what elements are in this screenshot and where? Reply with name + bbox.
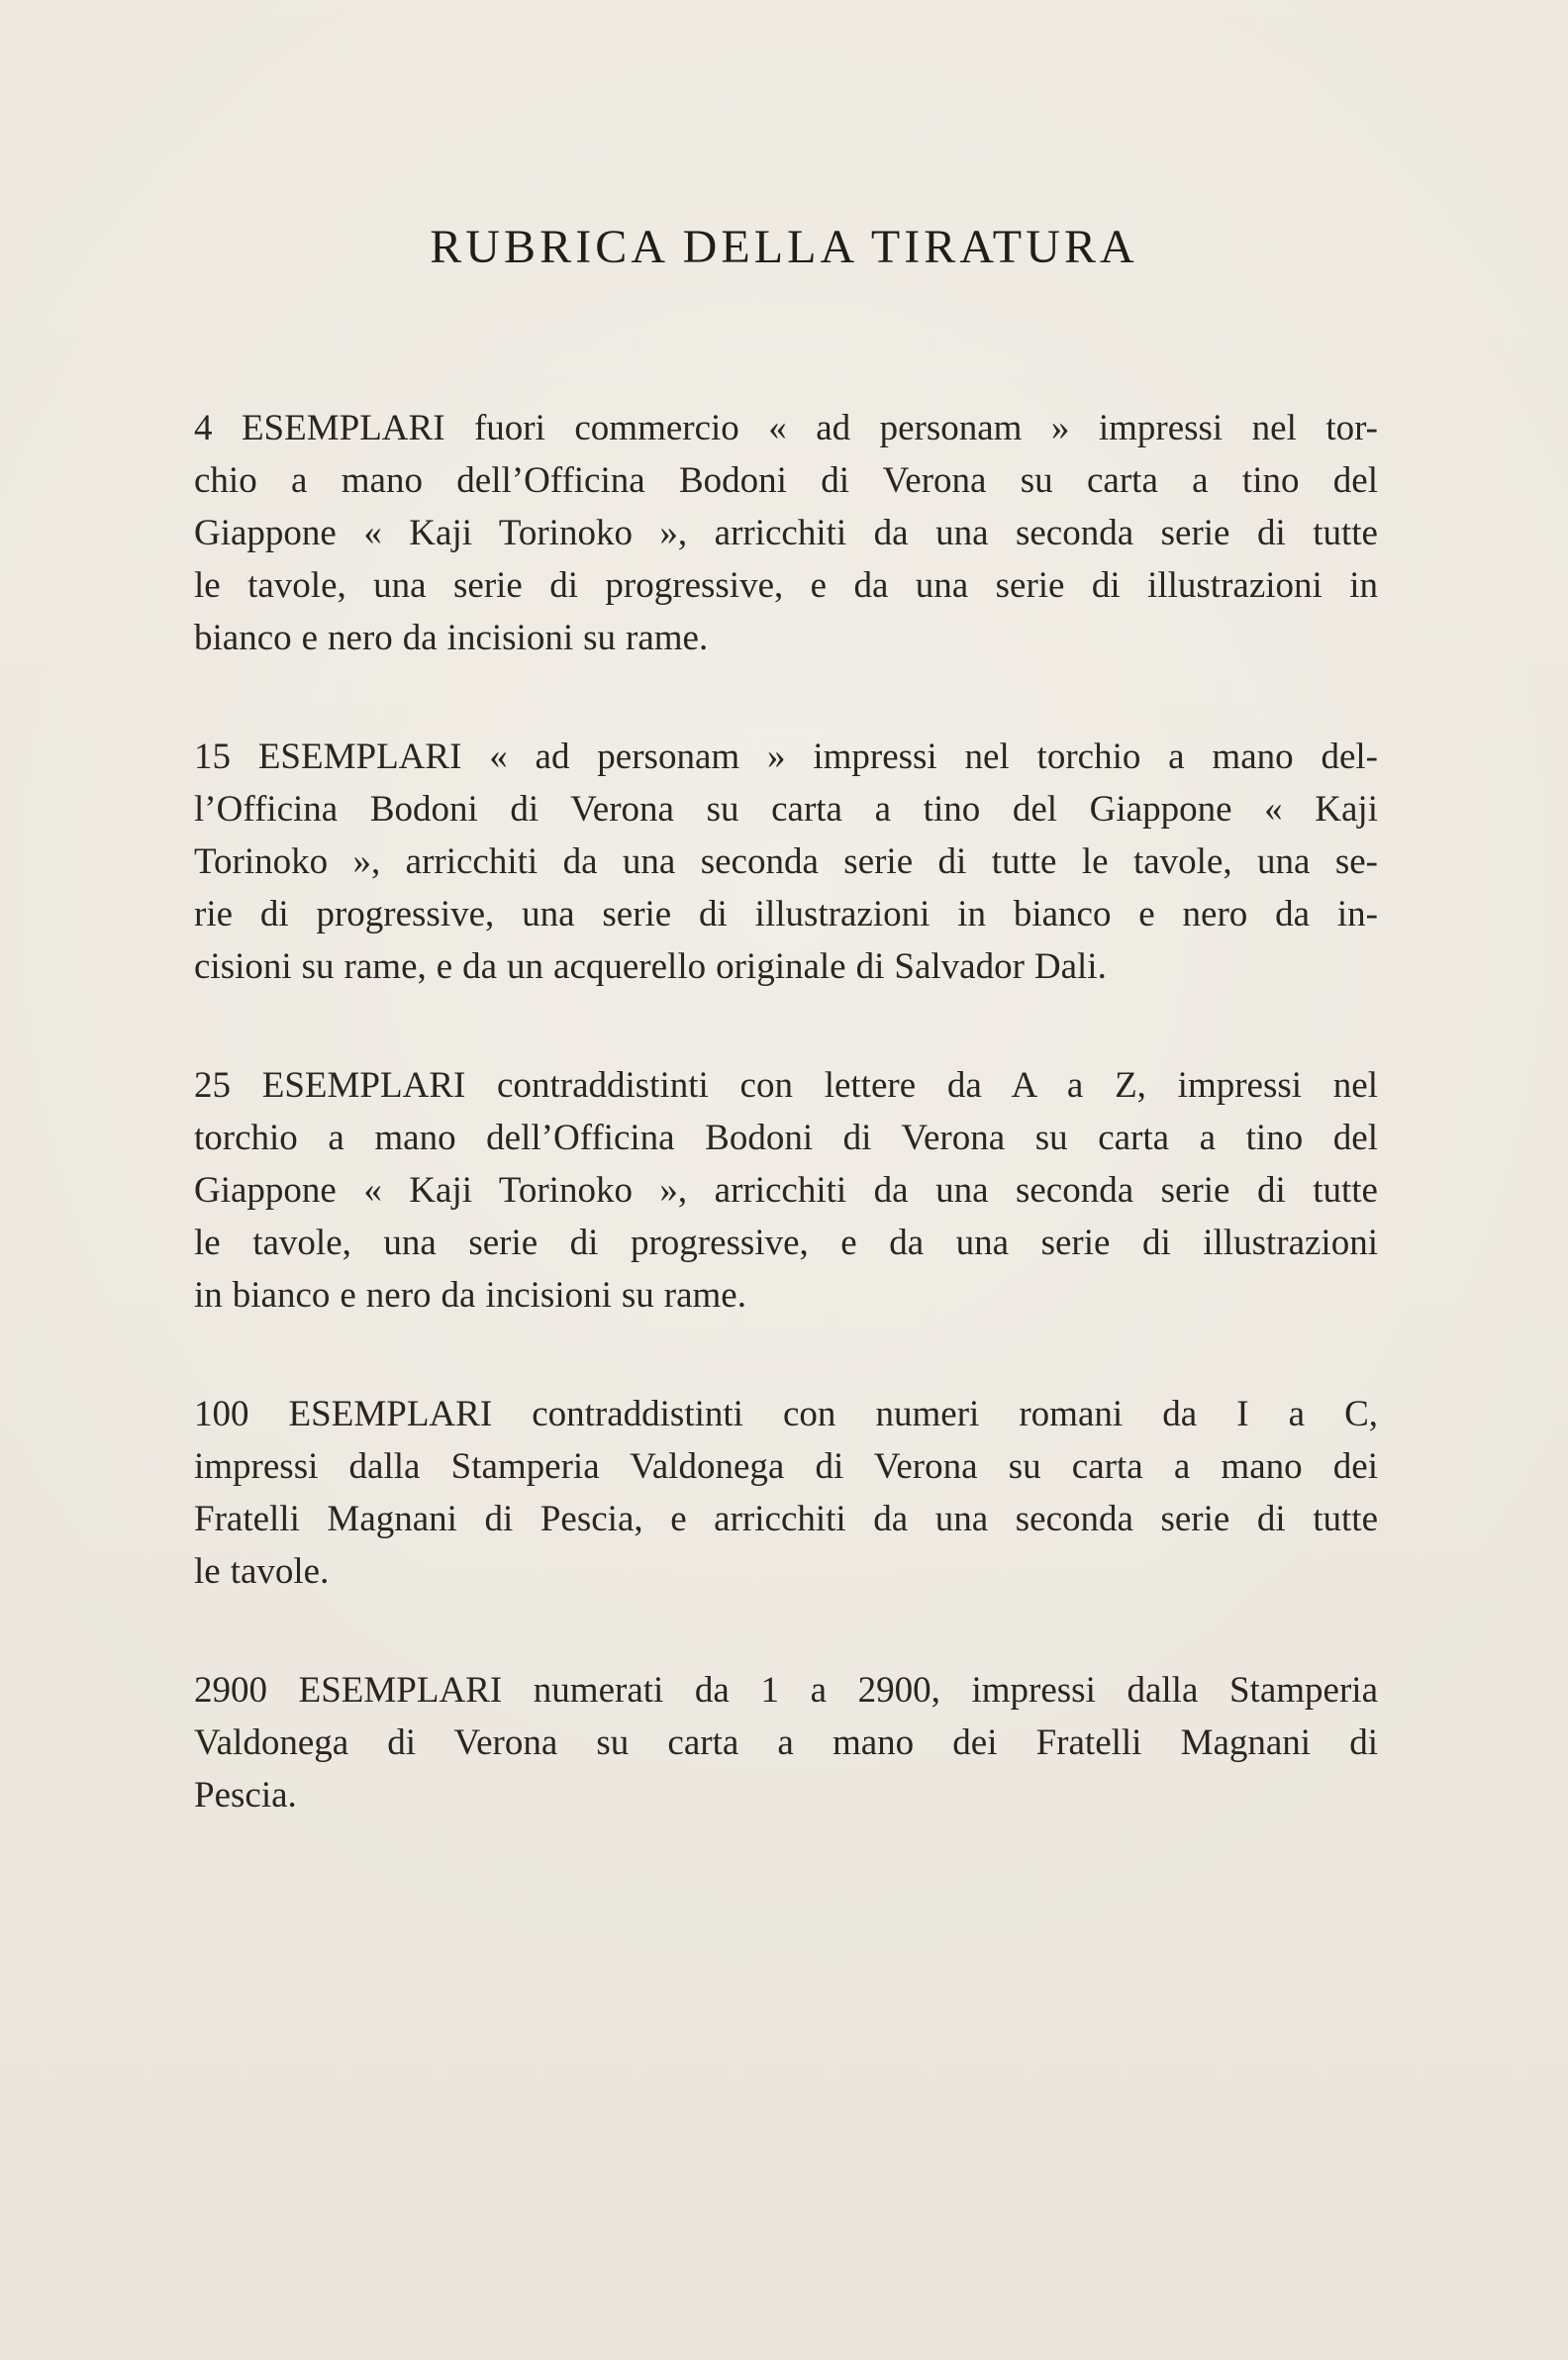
paragraph-15-esemplari xyxy=(194,731,1378,993)
paragraph-25-esemplari xyxy=(194,1059,1378,1322)
text-line: chio a mano dell’Officina Bodoni di Verona su carta a tino del xyxy=(194,460,1378,501)
text-line: 100 ESEMPLARI contraddistinti con numeri romani da I a C, xyxy=(194,1394,1378,1434)
text-line: 4 ESEMPLARI fuori commercio « ad personam » impressi nel tor- xyxy=(194,408,1378,448)
page-title: RUBRICA DELLA TIRATURA xyxy=(430,221,1138,273)
paragraph-4-esemplari xyxy=(194,402,1378,664)
text-line: cisioni su rame, e da un acquerello originale di Salvador Dali. xyxy=(194,946,1107,987)
text-line: 2900 ESEMPLARI numerati da 1 a 2900, impressi dalla Stamperia xyxy=(194,1670,1378,1711)
text-line: l’Officina Bodoni di Verona su carta a tino del Giappone « Kaji xyxy=(194,789,1378,830)
paragraph-100-esemplari xyxy=(194,1388,1378,1598)
text-line: le tavole, una serie di progressive, e da una serie di illustrazioni xyxy=(194,1223,1378,1263)
text-line: Giappone « Kaji Torinoko », arricchiti da una seconda serie di tutte xyxy=(194,513,1378,553)
text-line: Pescia. xyxy=(194,1775,297,1816)
text-line: in bianco e nero da incisioni su rame. xyxy=(194,1275,746,1316)
text-line: Valdonega di Verona su carta a mano dei Fratelli Magnani di xyxy=(194,1722,1378,1763)
text-line: le tavole, una serie di progressive, e da una serie di illustrazioni in xyxy=(194,565,1378,606)
text-line: bianco e nero da incisioni su rame. xyxy=(194,618,709,658)
text-line: impressi dalla Stamperia Valdonega di Verona su carta a mano dei xyxy=(194,1446,1378,1487)
text-line: torchio a mano dell’Officina Bodoni di Verona su carta a tino del xyxy=(194,1118,1378,1158)
paragraph-2900-esemplari xyxy=(194,1664,1378,1821)
text-line: rie di progressive, una serie di illustrazioni in bianco e nero da in- xyxy=(194,894,1378,934)
text-line: le tavole. xyxy=(194,1551,330,1592)
text-line: 25 ESEMPLARI contraddistinti con lettere da A a Z, impressi nel xyxy=(194,1065,1378,1106)
text-line: Torinoko », arricchiti da una seconda serie di tutte le tavole, una se- xyxy=(194,841,1378,882)
text-line: Fratelli Magnani di Pescia, e arricchiti da una seconda serie di tutte xyxy=(194,1499,1378,1539)
edition-text-block xyxy=(194,402,1378,1821)
text-line: Giappone « Kaji Torinoko », arricchiti da una seconda serie di tutte xyxy=(194,1170,1378,1211)
text-line: 15 ESEMPLARI « ad personam » impressi nel torchio a mano del- xyxy=(194,737,1378,777)
